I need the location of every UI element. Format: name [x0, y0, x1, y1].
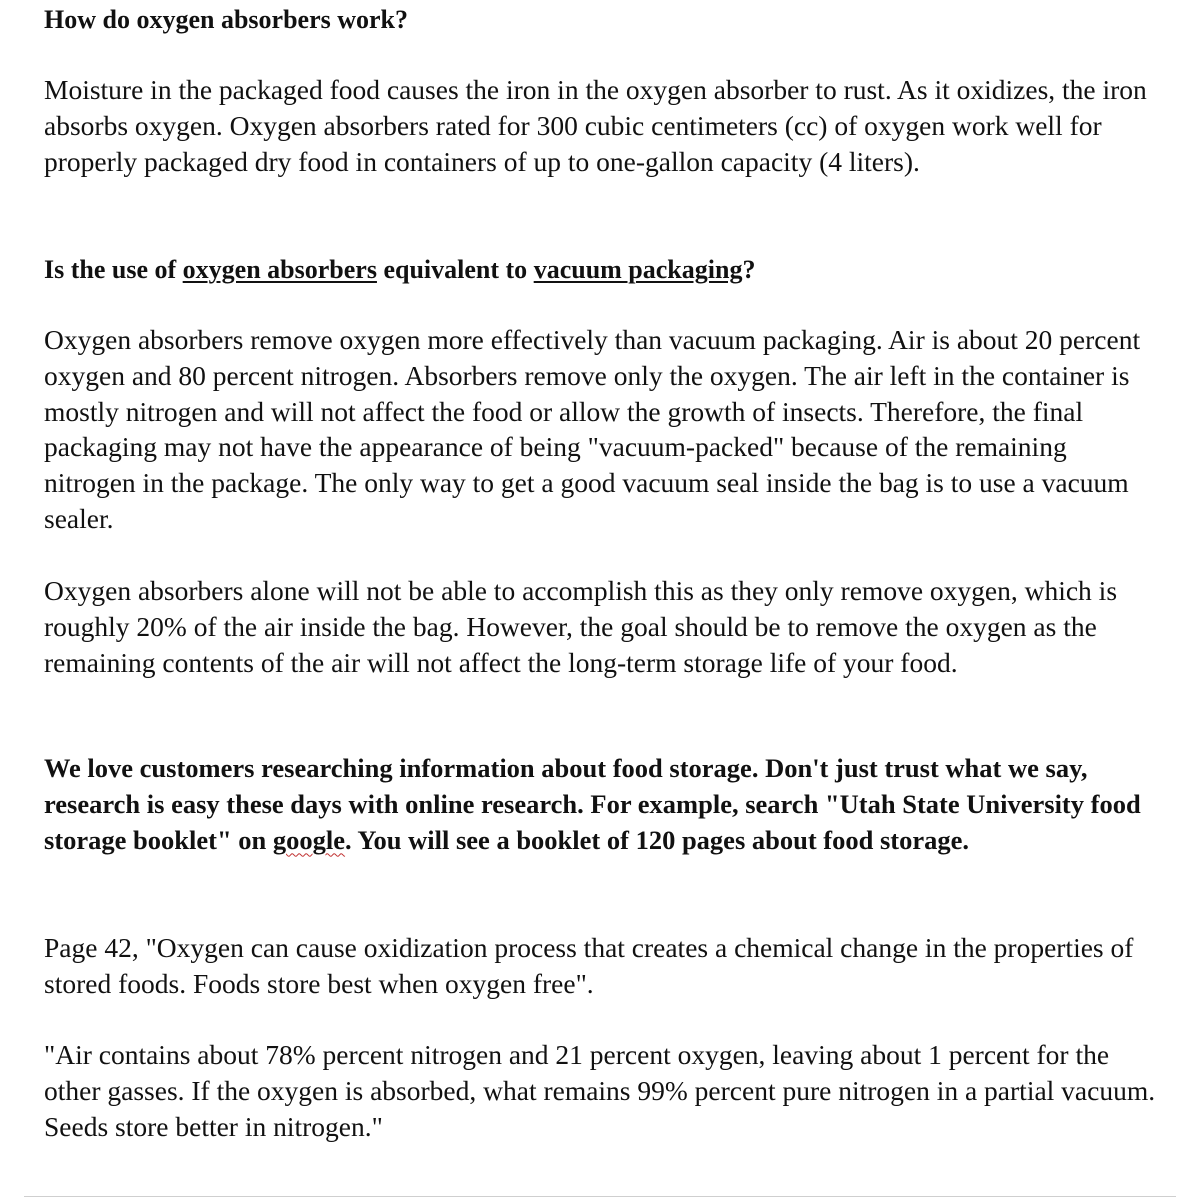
heading-suffix: ?	[742, 255, 756, 284]
research-text-prefix: We love customers researching information about food storage. Don't just trust what we say, research is easy these days with online research. For example, search "Utah State University food storage booklet" on	[44, 753, 1141, 855]
bottom-divider	[24, 1196, 1176, 1197]
paragraph-absorbers-alone: Oxygen absorbers alone will not be able to accomplish this as they only remove oxygen, which is roughly 20% of the air inside the bag. However, the goal should be to remove the oxygen as the remaining contents of the air will not affect the long-term storage life of your food.	[44, 575, 1118, 678]
research-text-suffix: . You will see a booklet of 120 pages about food storage.	[345, 824, 970, 855]
google-word: google	[272, 824, 346, 855]
paragraph-research-encouragement	[44, 751, 1164, 858]
link-vacuum-packaging[interactable]: vacuum packaging	[533, 255, 743, 284]
heading-absorbers-vs-vacuum	[44, 252, 1164, 288]
heading-how-absorbers-work: How do oxygen absorbers work?	[44, 5, 409, 34]
paragraph-absorbers-explanation: Moisture in the packaged food causes the iron in the oxygen absorber to rust. As it oxidizes, the iron absorbs oxygen. Oxygen absorbers rated for 300 cubic centimeters (cc) of oxygen work well for properly packaged dry food in containers of up to one-gallon capacity (4 liters).	[44, 74, 1147, 177]
link-oxygen-absorbers[interactable]: oxygen absorbers	[182, 255, 377, 284]
paragraph-absorbers-vs-vacuum: Oxygen absorbers remove oxygen more effectively than vacuum packaging. Air is about 20 percent oxygen and 80 percent nitrogen. Absorbers remove only the oxygen. The air left in the container is mostly nitrogen and will not affect the food or allow the growth of insects. Therefore, the final packaging may not have the appearance of being "vacuum-packed" because of the remaining nitrogen in the package. The only way to get a good vacuum seal inside the bag is to use a vacuum sealer.	[44, 324, 1141, 534]
heading-prefix: Is the use of	[44, 255, 183, 284]
heading-middle: equivalent to	[376, 255, 534, 284]
paragraph-page-42-quote: Page 42, "Oxygen can cause oxidization process that creates a chemical change in the properties of stored foods. Foods store best when oxygen free".	[44, 932, 1134, 999]
paragraph-air-composition-quote: "Air contains about 78% percent nitrogen and 21 percent oxygen, leaving about 1 percent for the other gasses. If the oxygen is absorbed, what remains 99% percent pure nitrogen in a partial vacuum. Seeds store better in nitrogen."	[44, 1039, 1156, 1142]
